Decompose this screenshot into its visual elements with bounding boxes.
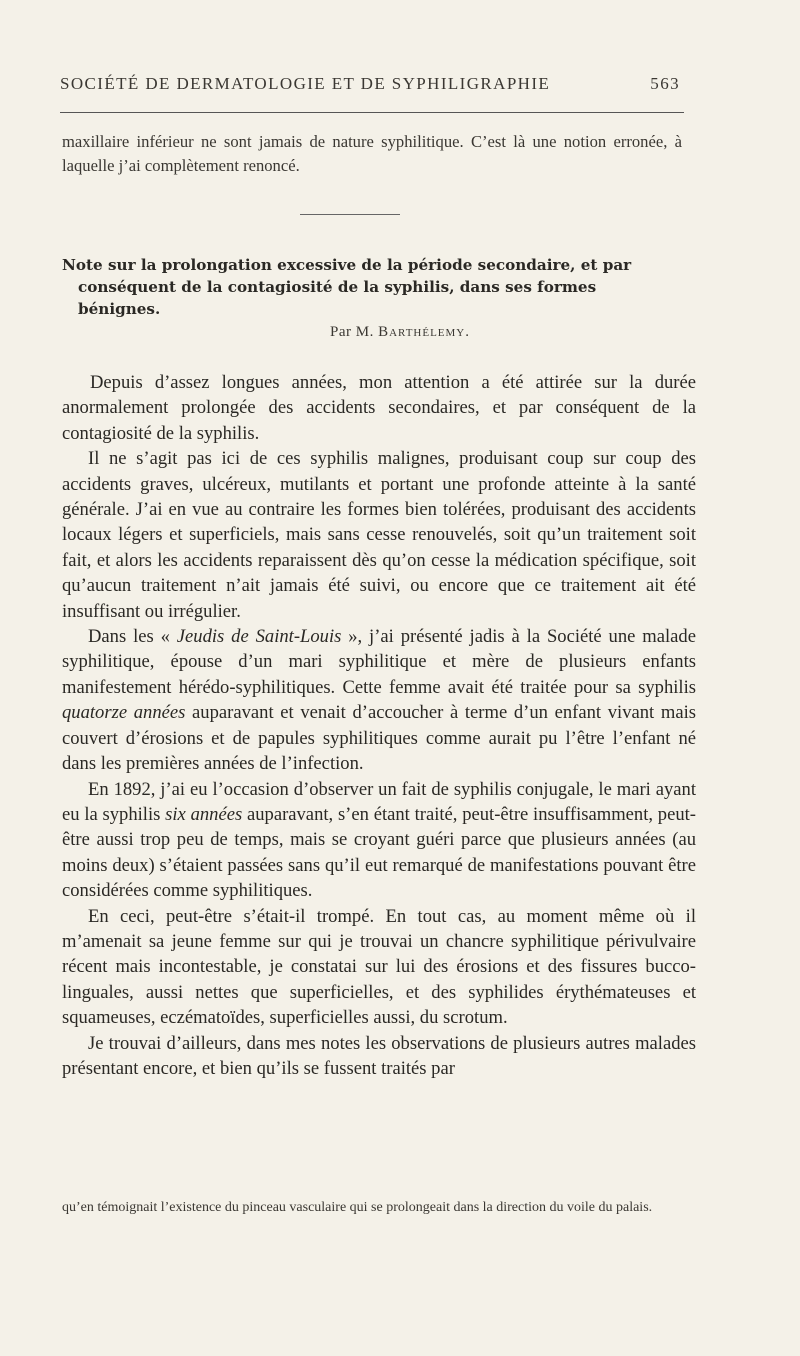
paragraph-3-emphasis-1: Jeudis de Saint-Louis (176, 626, 342, 648)
section-separator (300, 214, 400, 215)
paragraph-1: Depuis d’assez longues années, mon attention a été attirée sur la durée anormalement prolongée des accidents secondaires, et par conséquent de la contagiosité de la syphilis. (62, 372, 696, 444)
paragraph-3 (62, 624, 696, 776)
article-body (62, 370, 696, 1081)
paragraph-3-emphasis-2: quatorze années (62, 702, 186, 724)
paragraph-4-part-a: En 1892, j’ai eu l’occasion d’observer un fait de syphilis conjugale, le mari ayant eu la syphilis (62, 778, 696, 825)
running-head-title: SOCIÉTÉ DE DERMATOLOGIE ET DE SYPHILIGRAPHIE (60, 74, 551, 93)
page-number: 563 (650, 74, 680, 93)
footnote-text: qu’en témoignait l’existence du pinceau vasculaire qui se prolongeait dans la direction du voile du palais. (62, 1200, 653, 1215)
paragraph-4-emphasis: six années (165, 803, 243, 825)
carryover-paragraph: maxillaire inférieur ne sont jamais de nature syphilitique. C’est là une notion erronée, à laquelle j’ai complètement renoncé. (62, 132, 682, 175)
byline-prefix: Par M. (329, 324, 374, 340)
header-rule (60, 112, 684, 113)
article-title-line-2: conséquent de la contagiosité de la syphilis, dans ses formes (78, 278, 597, 296)
article-title (62, 254, 686, 320)
paragraph-3-part-a: Dans les « (88, 626, 177, 648)
paragraph-4 (62, 777, 696, 904)
byline-author: Barthélemy. (378, 324, 470, 340)
carryover-text (62, 130, 682, 178)
paragraph-5: En ceci, peut-être s’était-il trompé. En tout cas, au moment même où il m’amenait sa jeune femme sur qui je trouvai un chancre syphilitique périvulvaire récent mais incontestable, je constatai sur lui des érosions et des fissures bucco-linguales, aussi nettes que superficielles, et des syphilides érythémateuses et squameuses, eczématoïdes, superficielles aussi, du scrotum. (62, 905, 696, 1029)
paragraph-4-part-b: auparavant, s’en étant traité, peut-être insuffisamment, peut-être aussi trop peu de temps, mais se croyant guéri parce que plusieurs années (au moins deux) s’étaient passées sans qu’il eut remarqué de manifestations pouvant être considérées comme syphilitiques. (62, 803, 696, 902)
running-head (60, 74, 680, 94)
footnote (62, 1197, 698, 1218)
paragraph-2: Il ne s’agit pas ici de ces syphilis malignes, produisant coup sur coup des accidents graves, ulcéreux, mutilants et portant une profonde atteinte à la santé générale. J’ai en vue au contraire les formes bien tolérées, produisant des accidents locaux légers et superficiels, mais sans cesse renouvelés, soit qu’un traitement soit fait, et alors les accidents reparaissent dès qu’on cesse la médication spécifique, soit qu’aucun traitement n’ait jamais été suivi, ou encore que ce traitement ait été insuffisant ou irrégulier. (62, 448, 696, 622)
article-title-line-3: bénignes. (78, 300, 161, 318)
paragraph-3-part-c: auparavant et venait d’accoucher à terme d’un enfant vivant mais couvert d’érosions et de papules syphilitiques comme aurait pu l’être l’enfant né dans les premières années de l’infection. (62, 702, 697, 775)
article-title-line-1: Note sur la prolongation excessive de la période secondaire, et par (62, 256, 632, 274)
paragraph-3-part-b: », j’ai présenté jadis à la Société une malade syphilitique, épouse d’un mari syphilitique et mère de plusieurs enfants manifestement hérédo-syphilitiques. Cette femme avait été traitée pour sa syphilis (62, 626, 696, 698)
byline (0, 324, 800, 341)
paragraph-6: Je trouvai d’ailleurs, dans mes notes les observations de plusieurs autres malades présentant encore, et bien qu’ils se fussent traités par (62, 1032, 696, 1079)
